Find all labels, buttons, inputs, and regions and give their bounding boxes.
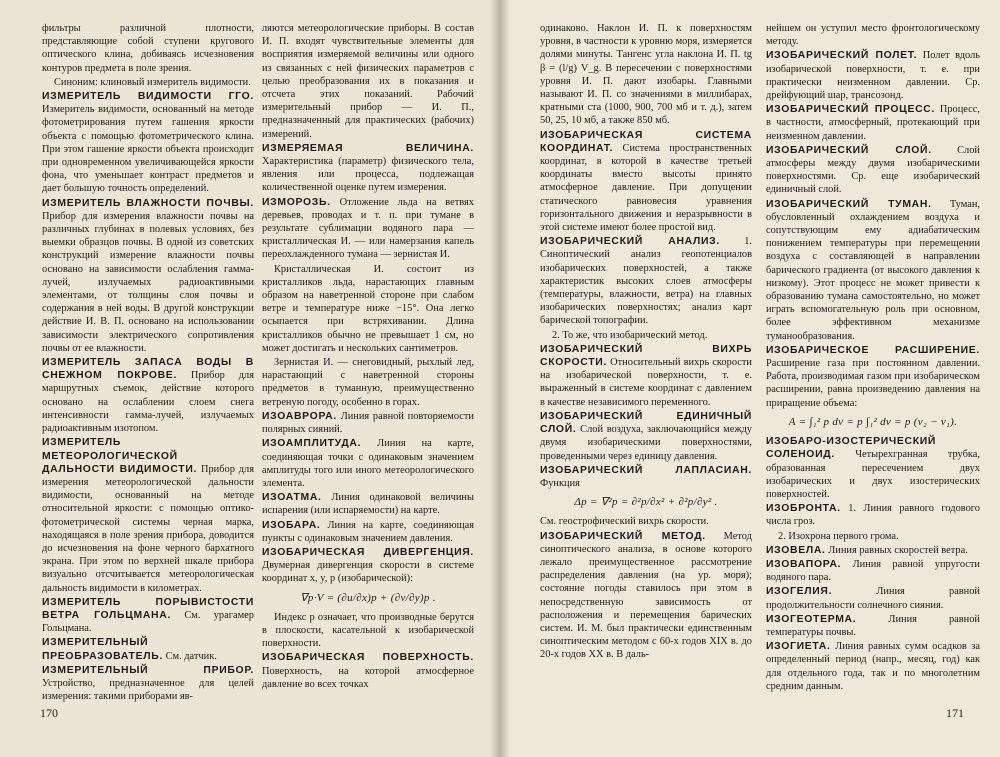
entry-text: Система пространственных координат, в которой в качестве третьей координаты вместо высоты принято атмосферное давление. При допущении статического равновесия уравнения горизонтального движения и неразрывности в этой системе имеют более простой вид.: [540, 142, 752, 234]
entry-term: ИЗМОРОЗЬ.: [262, 196, 331, 208]
entry-text: Индекс p означает, что производные берутся в плоскости, касательной к изобарической поверхности.: [262, 611, 474, 650]
entry: [766, 344, 980, 410]
entry: [766, 502, 980, 528]
entry-term: ИЗМЕРИТЕЛЬ МЕТЕОРОЛОГИЧЕСКОЙ ДАЛЬНОСТИ ВИДИМОСТИ.: [42, 437, 198, 475]
entry: [766, 103, 980, 143]
entry-term: ИЗМЕРИТЕЛЬ ВИДИМОСТИ ГГО.: [42, 91, 254, 103]
entry: [540, 530, 752, 662]
entry-text: Линия на карте, соединяющая точки с одинаковым значением амплитуды того или иного метеорологического элемента.: [262, 438, 474, 489]
entry-term: ИЗОАТМА.: [262, 492, 322, 504]
entry: [766, 198, 980, 343]
entry: [42, 596, 254, 636]
entry: [262, 22, 474, 141]
entry-term: ИЗМЕРИТЕЛЬ ВЛАЖНОСТИ ПОЧВЫ.: [42, 197, 254, 209]
entry-term: ИЗОБАРИЧЕСКАЯ ПОВЕРХНОСТЬ.: [262, 652, 474, 664]
entry-term: ИЗОБАРИЧЕСКИЙ ВИХРЬ СКОРОСТИ.: [540, 343, 752, 369]
entry-text: Туман, обусловленный охлаждением воздуха и сопутствующим ему адиабатическим понижением температуры при перемещении воздуха с составляющей в направлении барического градиента (от высокого давления к низкому). Этот процесс не может привести к образованию тумана самостоятельно, но может играть вспомогательную роль при основном, более эффективном механизме туманообразования.: [766, 198, 980, 342]
entry-text: Линия равной продолжительности солнечного сияния.: [766, 586, 980, 611]
entry-text: Кристаллическая И. состоит из кристалликов льда, нарастающих главным образом на наветренной стороне при слабом ветре и температуре ниже −15°. Она легко осыпается при встряхивании. Длина кристалликов обычно не превышает 1 см, но может достигать и нескольких сантиметров.: [262, 263, 474, 354]
entry: [766, 49, 980, 102]
entry: [42, 664, 254, 704]
entry-text: Линия равной повторяемости полярных сияний.: [262, 410, 474, 436]
entry-text: 1. Синоптический анализ геопотенциалов изобарических поверхностей, а также характеристик высоких слоев атмосферы (температуры, влажности, ветра) на главных изобарических поверхностях; анализ карт барической топографии.: [540, 236, 752, 327]
page-number: 170: [40, 706, 58, 720]
entry-text: 2. Изохрона первого грома.: [778, 530, 899, 542]
entry-text: Линия на карте, соединяющая пункты с одинаковым значением давления.: [262, 519, 474, 544]
entry-text: фильтры различной плотности, представляющие собой ступени кругового оптического клина, добиваясь исчезновения контуров предмета в поле зрения.: [42, 23, 254, 74]
entry: [42, 76, 254, 89]
entry-text: Процесс, в частности, атмосферный, протекающий при неизменном давлении.: [766, 104, 980, 142]
entry-text: одинаково. Наклон И. П. к поверхностям уровня, в частности к уровню моря, измеряется долями минуты. Тангенс угла наклона И. П. tg β = (l/g) V_g. В пересечении с поверхностями уровня И. П. дают изобары. Главными называют И. П. со значениями в миллибарах, кратными ста (1000, 900, 700 мб и т. д.), затем 50, 25, 10 мб, а также 850 мб.: [540, 23, 752, 127]
entry: [766, 613, 980, 639]
entry: [42, 90, 254, 196]
entry: [540, 343, 752, 409]
entry-text: Метод синоптического анализа, в основе которого лежало преимущественное рассмотрение распределения давления (на ур. моря); состояние погоды ставилось при этом в непосредственную зависимость от расположения и перемещения барических систем. И. М. был практически единственным синоптическим методом с 60-х годов XIX в. до 20-х годов XX в. В даль-: [540, 530, 752, 661]
entry-text: Отложение льда на ветвях деревьев, проводах и т. п. при тумане в результате сублимации водяного пара — кристаллическая И. — или намерзания капель переохлажденного тумана — зернистая И.: [262, 196, 474, 261]
entry: [540, 515, 752, 528]
entry: [766, 435, 980, 501]
entry: [766, 558, 980, 584]
entry: [766, 144, 980, 197]
entry-text: ляются метеорологические приборы. В состав И. П. входят чувствительные элементы для восприятия измеряемой величины или одного из связанных с ней физических параметров с целью преобразования их в показания и отсчета этих показаний. Рабочий измерительный прибор — И. П., предназначенный для практических (рабочих) измерений.: [262, 23, 474, 140]
entry: [262, 196, 474, 262]
entry-text: Измеритель видимости, основанный на методе фотометрирования путем гашения яркости объекта с помощью фотометрического клина. При этом гашение яркости объекта происходит при одновременном увеличивающейся яркости фона, что уменьшает контраст предметов и дает большую точность определений.: [42, 104, 254, 195]
entry-text: нейшем он уступил место фронтологическому методу.: [766, 23, 980, 48]
entry: [262, 651, 474, 691]
right-page-column-2: [766, 22, 980, 704]
entry-term: ИЗОБАРИЧЕСКИЙ ПОЛЕТ.: [766, 50, 918, 62]
entry-term: ИЗМЕРЯЕМАЯ ВЕЛИЧИНА.: [262, 142, 474, 154]
entry-term: ИЗОАМПЛИТУДА.: [262, 438, 362, 450]
formula-divergence: ∇p·V = (∂u/∂x)p + (∂v/∂y)p .: [300, 591, 436, 604]
entry-text: Линия одинаковой величины испарения (или испаряемости) на карте.: [262, 492, 474, 517]
entry: [262, 437, 474, 490]
entry-text: Линия равных сумм осадков за определенный период (напр., месяц, год) как для отдельного года, так и по многолетним средним данным.: [766, 641, 980, 692]
entry-term: ИЗОБАРИЧЕСКИЙ АНАЛИЗ.: [540, 236, 720, 248]
entry: [262, 611, 474, 651]
entry-term: ИЗОБАРО-ИЗОСТЕРИЧЕСКИЙ СОЛЕНОИД.: [766, 436, 937, 461]
entry-text: Линия равных скоростей ветра.: [828, 544, 968, 556]
entry-term: ИЗМЕРИТЕЛЬ ПОРЫВИСТОСТИ ВЕТРА ГОЛЬЦМАНА.: [42, 596, 254, 621]
entry: [262, 410, 474, 436]
entry-term: ИЗОБАРИЧЕСКИЙ МЕТОД.: [540, 530, 706, 542]
entry-text: Функция: [540, 477, 580, 489]
formula-laplacian: Δp = ∇²p = ∂²p/∂x² + ∂²p/∂y² .: [574, 496, 718, 509]
right-page-column-1: [540, 22, 752, 704]
entry-term: ИЗОБАРИЧЕСКАЯ СИСТЕМА КООРДИНАТ.: [540, 129, 752, 154]
entry: [262, 263, 474, 355]
entry-term: ИЗОБАРИЧЕСКИЙ ЕДИНИЧНЫЙ СЛОЙ.: [540, 410, 752, 436]
entry: [540, 329, 752, 342]
entry-term: ИЗМЕРИТЕЛЬНЫЙ ПРЕОБРАЗОВАТЕЛЬ.: [42, 637, 163, 662]
page-number: 171: [946, 706, 964, 720]
book-gutter-shadow: [490, 0, 510, 757]
entry-text: Слой воздуха, заключающийся между двумя изобарическими поверхностями, проведенными через единицу давления.: [540, 424, 752, 462]
entry-term: ИЗОВАПОРА.: [766, 558, 842, 570]
entry-text: Характеристика (параметр) физического тела, явления или процесса, подлежащая количественной оценке путем измерения.: [262, 156, 474, 194]
entry-text: Поверхность, на которой атмосферное давление во всех точках: [262, 665, 474, 690]
entry-term: ИЗОБАРА.: [262, 519, 321, 531]
entry-term: ИЗОБАРИЧЕСКИЙ ПРОЦЕСС.: [766, 104, 936, 116]
entry-term: ИЗОАВРОРА.: [262, 410, 337, 422]
entry-text: Расширение газа при постоянном давлении. Работа, производимая газом при изобарическом расширении, равна произведению давления на приращение объема:: [766, 358, 980, 409]
entry-term: ИЗМЕРИТЕЛЬНЫЙ ПРИБОР.: [42, 664, 254, 676]
entry-text: См. датчик.: [165, 650, 217, 662]
entry: [42, 22, 254, 75]
entry-text: 2. То же, что изобарический метод.: [552, 329, 708, 341]
entry-text: См. геострофический вихрь скорости.: [540, 516, 709, 528]
entry-text: См. урагамер Гольцмана.: [42, 609, 254, 635]
entry-term: ИЗОГЕЛИЯ.: [766, 586, 833, 598]
entry: [540, 464, 752, 490]
entry-text: Четырехгранная трубка, образованная пересечением двух изобарических и двух изостерических поверхностей.: [766, 449, 980, 500]
entry: [262, 546, 474, 586]
entry-term: ИЗОБАРИЧЕСКИЙ ТУМАН.: [766, 198, 932, 210]
entry: [262, 356, 474, 409]
entry-text: Зернистая И. — снеговидный, рыхлый лед, нарастающий с наветренной стороны предметов в туманную, преимущественно ветреную погоду, особенно в горах.: [262, 357, 474, 408]
entry-term: ИЗОВЕЛА.: [766, 544, 826, 556]
entry-text: Линия равной упругости водяного пара.: [766, 558, 980, 584]
entry: [42, 197, 254, 355]
entry: [262, 491, 474, 517]
entry-term: ИЗОГЕОТЕРМА.: [766, 613, 857, 625]
entry: [540, 22, 752, 128]
entry-term: ИЗОБРОНТА.: [766, 503, 841, 515]
entry: [540, 129, 752, 235]
entry: [766, 544, 980, 557]
entry: [766, 585, 980, 611]
entry: [42, 636, 254, 662]
entry-text: Синоним: клиновый измеритель видимости.: [54, 76, 251, 88]
entry-text: Полет вдоль изобарической поверхности, т. е. при практически неизменном давлении. Ср. дрейфующий шар, трансозонд.: [766, 50, 980, 102]
entry-text: Относительный вихрь скорости на изобарической поверхности, т. е. выраженный в системе координат с давлением в качестве независимого переменного.: [540, 357, 752, 408]
entry-term: ИЗМЕРИТЕЛЬ ЗАПАСА ВОДЫ В СНЕЖНОМ ПОКРОВЕ.: [42, 357, 254, 382]
entry-text: Прибор для маршрутных съемок, действие которого основано на ослаблении слоем снега интенсивности гамма-лучей, излучаемых радиоактивным изотопом.: [42, 370, 254, 435]
entry-term: ИЗОБАРИЧЕСКАЯ ДИВЕРГЕНЦИЯ.: [262, 546, 474, 558]
entry: [42, 356, 254, 435]
entry: [540, 410, 752, 463]
left-page-column-2: [262, 22, 474, 704]
entry-text: Прибор для измерения влажности почвы на различных глубинах в полевых условиях, без выемки образцов почвы. В одной из советских конструкций измерение влажности почвы основано на зависимости ослабления гамма-лучей, излучаемых радиоактивными элементами, от толщины слоя почвы и содержания в ней воды. В другой конструкции действие И. В. П. основано на использовании зависимости электрического сопротивления почвы от ее влажности.: [42, 210, 254, 354]
entry-term: ИЗОГИЕТА.: [766, 641, 831, 653]
entry: [42, 436, 254, 594]
left-page-column-1: [42, 22, 254, 704]
entry: [766, 530, 980, 543]
entry: [540, 235, 752, 327]
entry-text: 1. Линия равного годового числа гроз.: [766, 503, 980, 528]
entry-term: ИЗОБАРИЧЕСКИЙ ЛАПЛАСИАН.: [540, 464, 752, 476]
entry-text: Прибор для измерения метеорологической дальности видимости, основанный на методе относительной яркости: с помощью оптико-фотометрической системы черная марка, находящаяся в поле зрения прибора, доводится до исчезновения на фоне черного бархатного экрана. При этом по верхней шкале прибора визуально отсчитывается метеорологическая дальность видимости в километрах.: [42, 463, 254, 594]
entry: [262, 142, 474, 195]
entry-text: Устройство, предназначенное для целей измерения: такими приборами яв-: [42, 677, 254, 703]
entry-text: Линия равной температуры почвы.: [766, 613, 980, 638]
entry-term: ИЗОБАРИЧЕСКОЕ РАСШИРЕНИЕ.: [766, 344, 980, 356]
formula-work: A = ∫₁² p dv = p ∫₁² dv = p (v₂ − v₁).: [788, 415, 958, 428]
entry: [766, 22, 980, 48]
entry-term: ИЗОБАРИЧЕСКИЙ СЛОЙ.: [766, 144, 932, 156]
right-page: [500, 0, 1000, 757]
entry-text: Двумерная дивергенция скорости в системе координат x, y, p (изобарической):: [262, 560, 474, 585]
entry: [766, 640, 980, 693]
entry: [262, 519, 474, 545]
entry-text: Слой атмосферы между двумя изобарическими поверхностями. Ср. еще изобарический единичный слой.: [766, 144, 980, 196]
